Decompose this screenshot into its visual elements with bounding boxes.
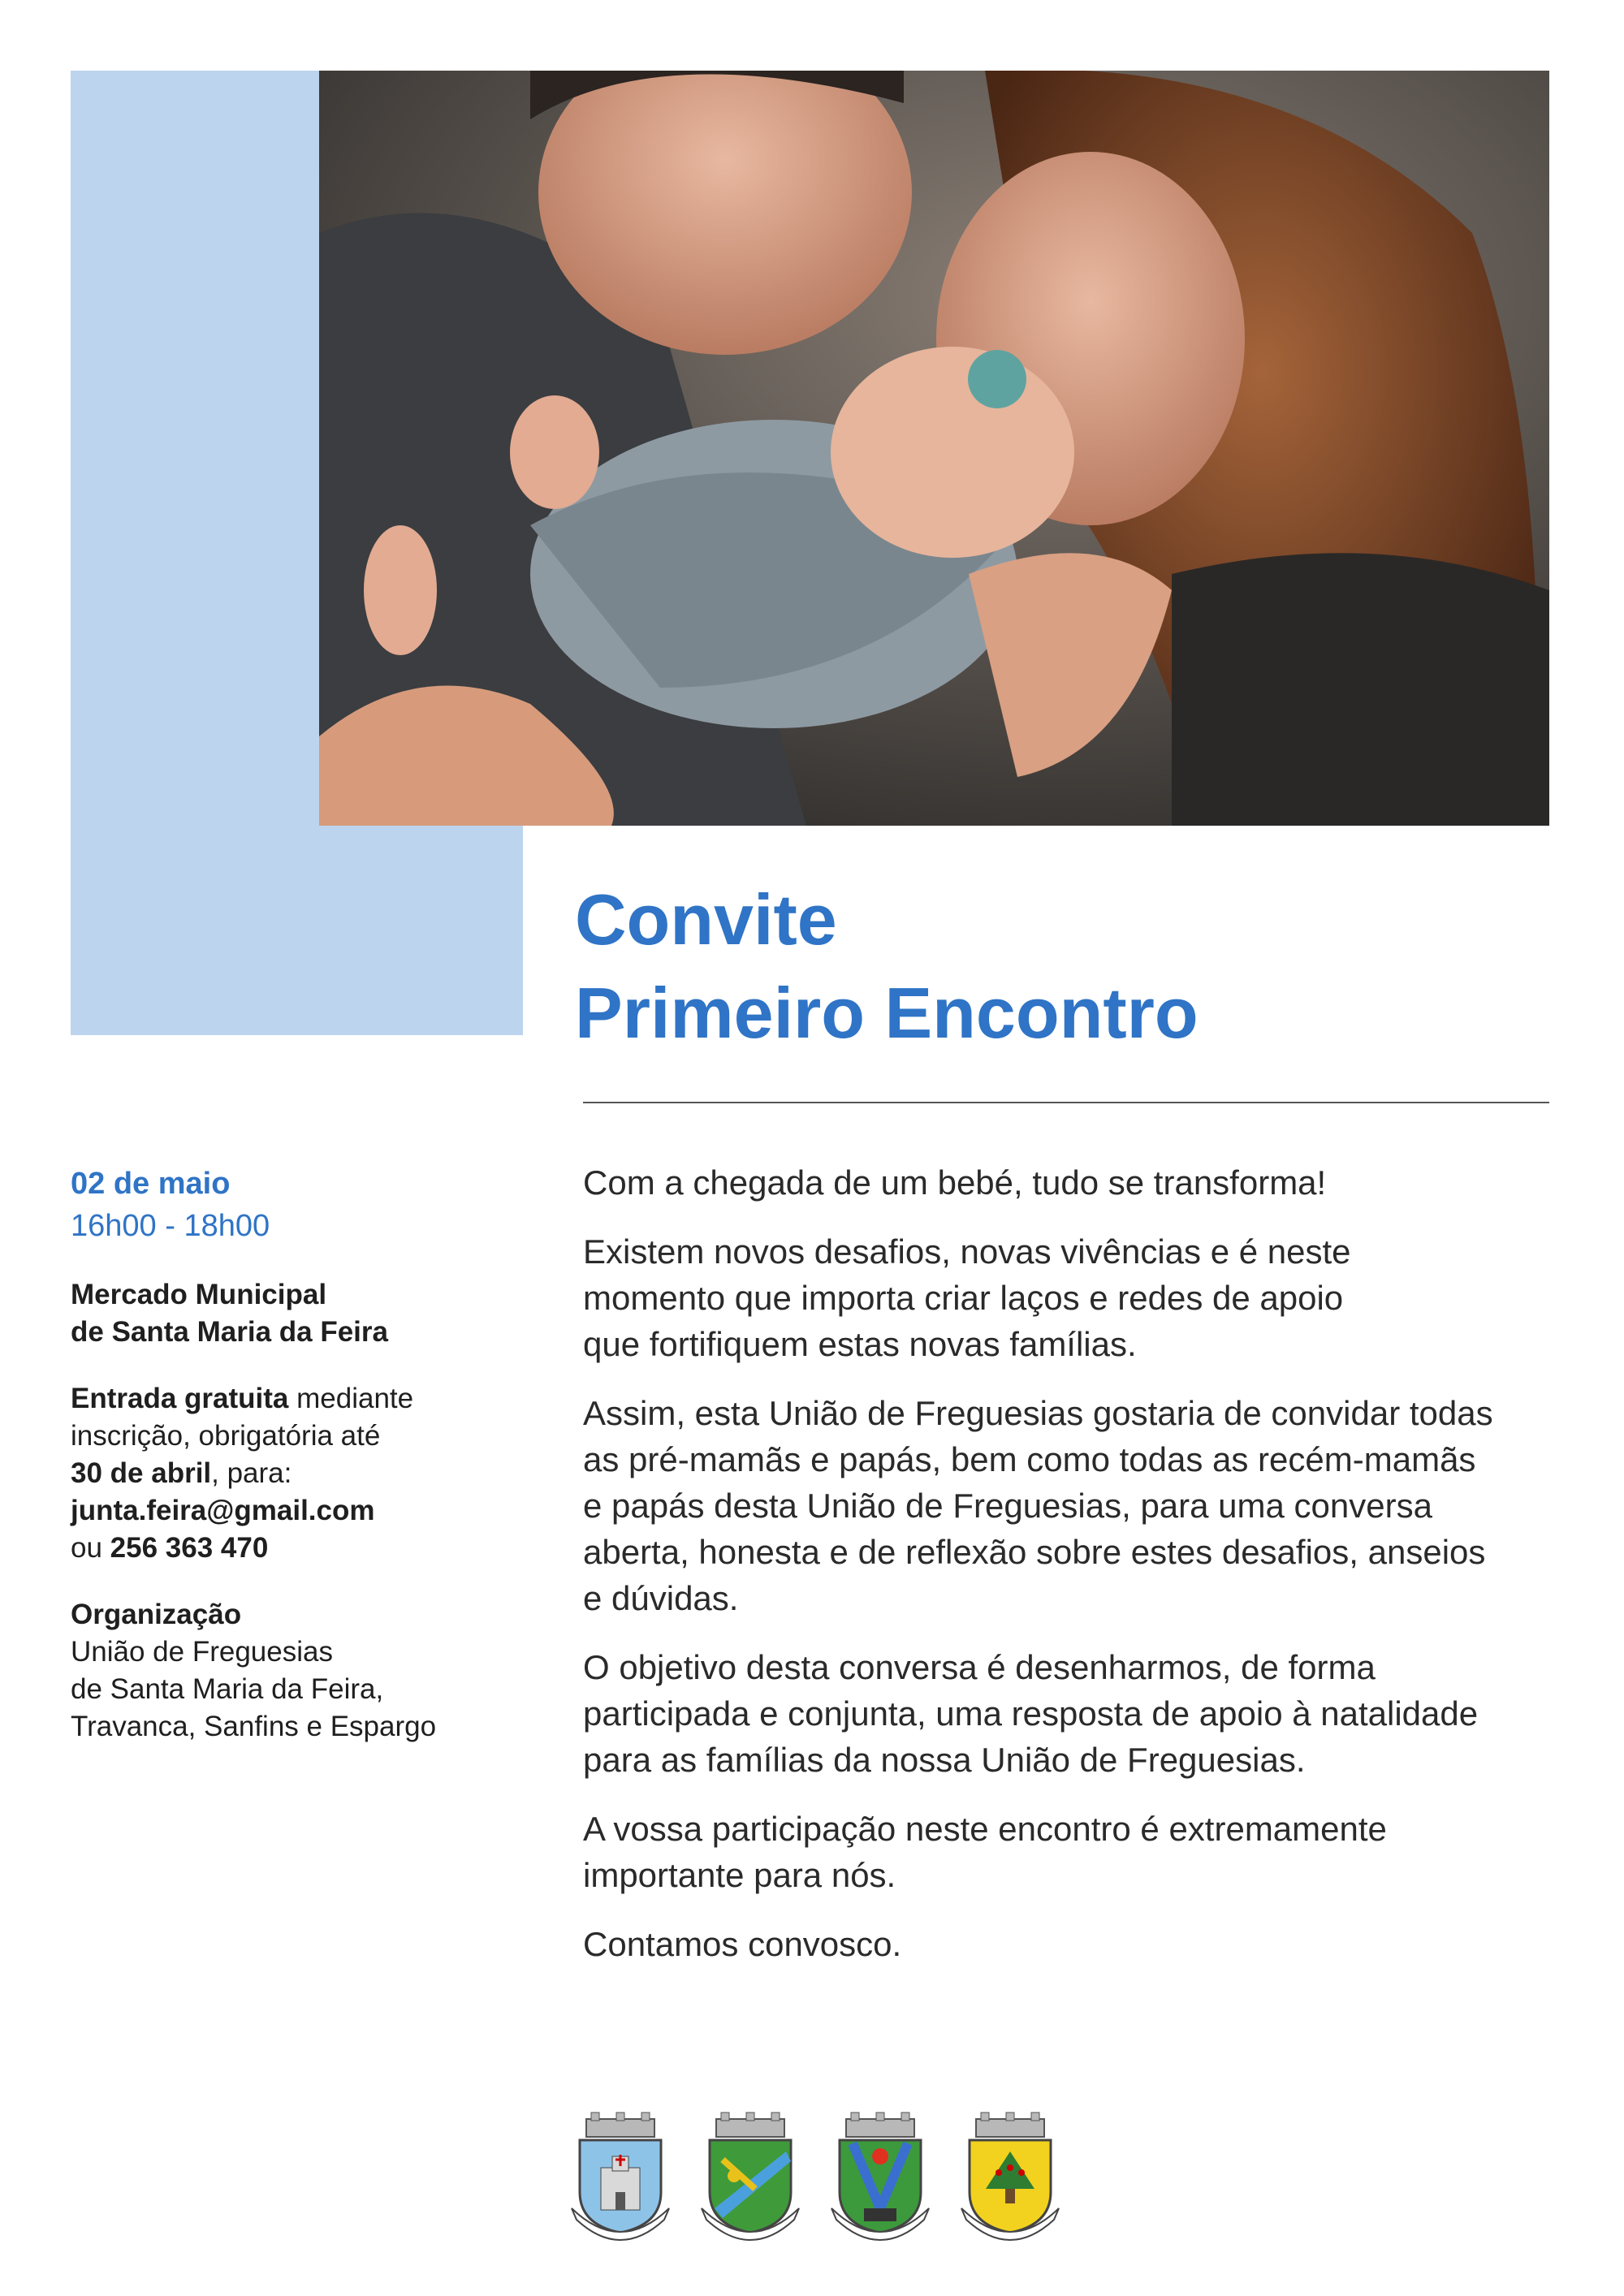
line: aberta, honesta e de reflexão sobre estes desafios, anseios: [583, 1533, 1486, 1571]
line: as pré-mamãs e papás, bem como todas as recém-mamãs: [583, 1440, 1476, 1478]
title-line1: Convite: [575, 879, 837, 960]
event-date: 02 de maio: [71, 1167, 231, 1201]
invitation-body: [583, 1159, 1557, 1990]
venue-line1: Mercado Municipal: [71, 1279, 327, 1310]
line: importante para nós.: [583, 1856, 896, 1894]
event-info: [71, 1163, 525, 1775]
sanfins-crest-icon: [828, 2111, 932, 2249]
line: O objetivo desta conversa é desenharmos, de forma: [583, 1648, 1376, 1686]
entry-bold: Entrada gratuita: [71, 1383, 289, 1414]
venue-line2: de Santa Maria da Feira: [71, 1316, 388, 1348]
line: Existem novos desafios, novas vivências e é neste: [583, 1232, 1351, 1271]
paragraph-6: [583, 1921, 1557, 1967]
contact-email[interactable]: junta.feira@gmail.com: [71, 1495, 375, 1526]
org-line3: Travanca, Sanfins e Espargo: [71, 1711, 437, 1742]
feira-crest-icon: [568, 2111, 672, 2249]
line: Com a chegada de um bebé, tudo se transforma!: [583, 1163, 1327, 1202]
line: A vossa participação neste encontro é extremamente: [583, 1810, 1387, 1848]
paragraph-4: [583, 1644, 1557, 1783]
line: e papás desta União de Freguesias, para uma conversa: [583, 1487, 1432, 1525]
line: participada e conjunta, uma resposta de apoio à natalidade: [583, 1694, 1479, 1733]
espargo-crest-icon: [958, 2111, 1062, 2249]
venue: [71, 1276, 525, 1351]
line: que fortifiquem estas novas famílias.: [583, 1325, 1137, 1363]
paragraph-3: [583, 1390, 1557, 1621]
title: [575, 873, 1199, 1060]
family-photo: [319, 71, 1549, 826]
travanca-crest-icon: [698, 2111, 802, 2249]
phone-prefix: ou: [71, 1532, 110, 1564]
org-line1: União de Freguesias: [71, 1636, 333, 1668]
divider: [583, 1102, 1549, 1103]
paragraph-2: [583, 1228, 1557, 1367]
deadline-rest: , para:: [211, 1457, 292, 1489]
line: para as famílias da nossa União de Freguesias.: [583, 1741, 1306, 1779]
contact-phone[interactable]: 256 363 470: [110, 1532, 269, 1564]
registration: [71, 1380, 525, 1567]
line: Contamos convosco.: [583, 1925, 902, 1963]
event-time: 16h00 - 18h00: [71, 1209, 270, 1243]
parish-crests: [568, 2111, 1062, 2249]
org-line2: de Santa Maria da Feira,: [71, 1673, 384, 1705]
line: Assim, esta União de Freguesias gostaria de convidar todas: [583, 1394, 1493, 1432]
entry-rest: mediante: [288, 1383, 414, 1414]
deadline: 30 de abril: [71, 1457, 212, 1489]
org-label: Organização: [71, 1599, 242, 1630]
line: e dúvidas.: [583, 1579, 739, 1617]
organization: [71, 1596, 525, 1746]
paragraph-5: [583, 1806, 1557, 1898]
entry-line2: inscrição, obrigatória até: [71, 1420, 381, 1452]
line: momento que importa criar laços e redes de apoio: [583, 1279, 1344, 1317]
title-line2: Primeiro Encontro: [575, 973, 1199, 1053]
paragraph-1: [583, 1159, 1557, 1206]
